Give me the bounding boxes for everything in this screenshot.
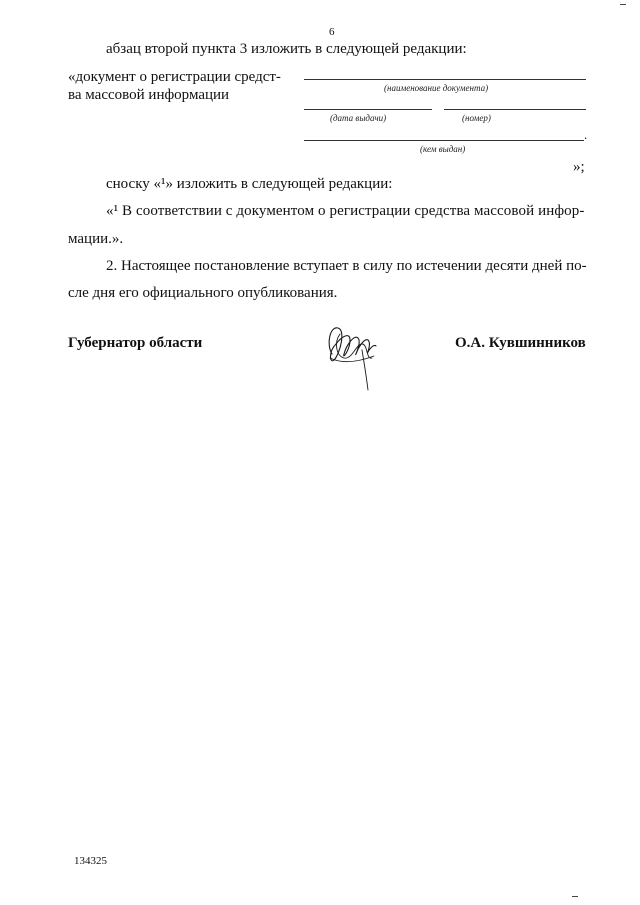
footnote-text-line-2: мации.». bbox=[68, 231, 124, 247]
caption-document-name: (наименование документа) bbox=[384, 83, 489, 93]
paragraph-2-line-1: 2. Настоящее постановление вступает в силу по истечении десяти дней по- bbox=[106, 258, 587, 274]
caption-issued-by: (кем выдан) bbox=[420, 144, 466, 154]
blank-line-issue-date bbox=[304, 109, 432, 110]
quote-left-line-1: «документ о регистрации средст- bbox=[68, 69, 281, 85]
paragraph-intro: абзац второй пункта 3 изложить в следующей редакции: bbox=[106, 41, 467, 57]
page-number: 6 bbox=[329, 26, 335, 38]
scan-mark-bottom-right bbox=[572, 896, 578, 897]
blank-line-number bbox=[444, 109, 586, 110]
paragraph-footnote-instruction: сноску «¹» изложить в следующей редакции: bbox=[106, 176, 393, 192]
blank-line-issued-by bbox=[304, 140, 584, 141]
blank-line-document-name bbox=[304, 79, 586, 80]
caption-issue-date: (дата выдачи) bbox=[330, 113, 387, 123]
quote-left-line-2: ва массовой информации bbox=[68, 87, 230, 103]
signatory-position: Губернатор области bbox=[68, 335, 203, 351]
caption-number: (номер) bbox=[462, 113, 491, 123]
scan-mark-top-right bbox=[620, 4, 626, 5]
document-code: 134325 bbox=[74, 855, 107, 867]
footnote-text-line-1: «¹ В соответствии с документом о регистрации средства массовой инфор- bbox=[106, 203, 585, 219]
line-end-dot: . bbox=[584, 127, 588, 142]
signatory-name: О.А. Кувшинников bbox=[455, 335, 586, 351]
paragraph-2-line-2: сле дня его официального опубликования. bbox=[68, 285, 338, 301]
quote-close: »; bbox=[573, 159, 585, 175]
handwritten-signature bbox=[322, 314, 386, 394]
